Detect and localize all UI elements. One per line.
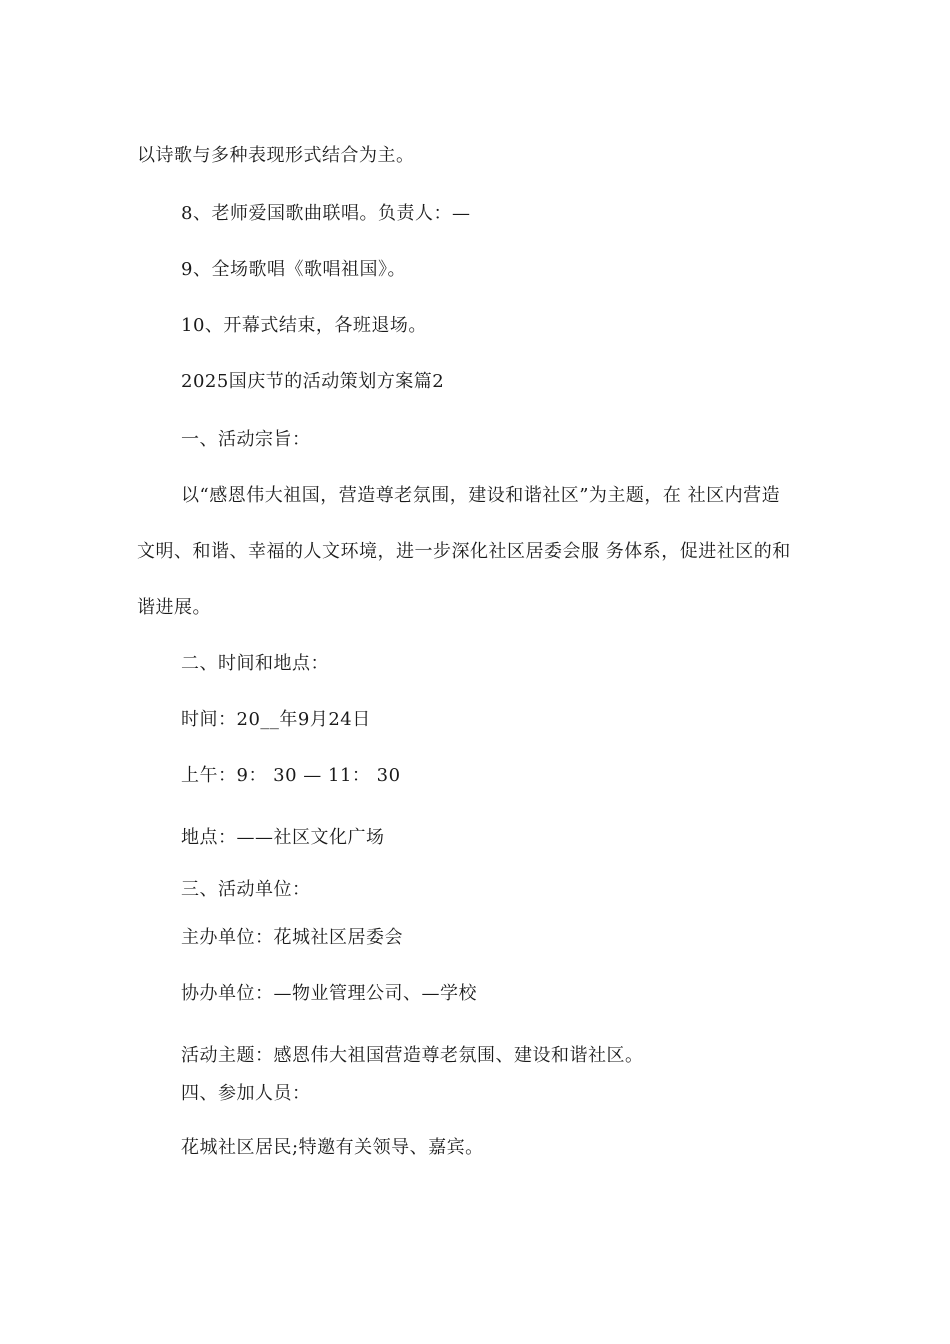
- list-item: 10、开幕式结束，各班退场。: [181, 315, 427, 336]
- paragraph-line: 地点：——社区文化广场: [181, 827, 385, 848]
- section-heading: 二、时间和地点：: [181, 653, 329, 674]
- list-item: 8、老师爱国歌曲联唱。负责人：—: [181, 203, 471, 224]
- paragraph-line: 上午：9： 30 — 11： 30: [181, 765, 401, 786]
- paragraph-line: 以“感恩伟大祖国，营造尊老氛围，建设和谐社区”为主题，在 社区内营造: [181, 485, 781, 506]
- paragraph-line: 以诗歌与多种表现形式结合为主。: [137, 145, 415, 166]
- section-heading: 三、活动单位：: [181, 879, 311, 900]
- paragraph-line: 活动主题：感恩伟大祖国营造尊老氛围、建设和谐社区。: [181, 1045, 644, 1066]
- paragraph-line: 时间：20__年9月24日: [181, 709, 371, 730]
- section-heading: 四、参加人员：: [181, 1083, 311, 1104]
- paragraph-line: 文明、和谐、幸福的人文环境，进一步深化社区居委会服 务体系，促进社区的和: [137, 541, 791, 562]
- paragraph-line: 协办单位：—物业管理公司、—学校: [181, 983, 477, 1004]
- section-title: 2025国庆节的活动策划方案篇2: [181, 371, 445, 392]
- list-item: 9、全场歌唱《歌唱祖国》。: [181, 259, 406, 280]
- paragraph-line: 谐进展。: [137, 597, 211, 618]
- paragraph-line: 主办单位：花城社区居委会: [181, 927, 403, 948]
- section-heading: 一、活动宗旨：: [181, 429, 311, 450]
- paragraph-line: 花城社区居民;特邀有关领导、嘉宾。: [181, 1137, 484, 1158]
